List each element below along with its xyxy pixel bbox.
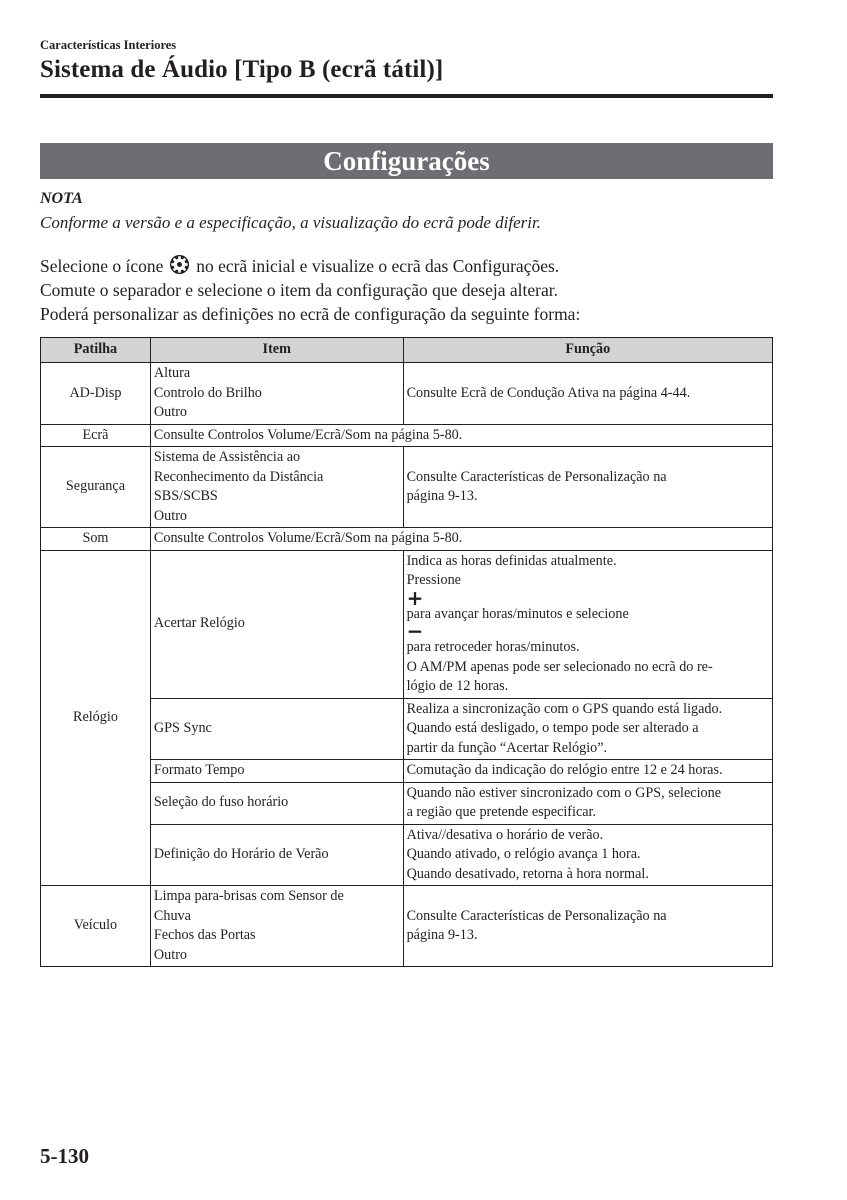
settings-gear-icon xyxy=(169,254,190,275)
table-row-relogio-formato xyxy=(41,760,773,783)
plus-icon: + xyxy=(406,585,424,610)
intro-line-1-after: no ecrã inicial e visualize o ecrã das Configurações. xyxy=(196,256,560,276)
table-header-row xyxy=(41,338,773,363)
section-label: Características Interiores xyxy=(40,38,177,52)
item-cell-formato-tempo: Formato Tempo xyxy=(150,760,403,783)
function-line: Realiza a sincronização com o GPS quando está ligado. xyxy=(406,700,723,717)
function-cell-seguranca xyxy=(403,447,772,528)
table-row-ecra xyxy=(41,424,773,447)
item-line: Outro xyxy=(153,946,188,963)
function-cell-horario-verao xyxy=(403,824,772,886)
item-line: Reconhecimento da Distância xyxy=(153,468,324,485)
tab-cell-relogio: Relógio xyxy=(41,550,151,886)
function-cell-formato-tempo xyxy=(403,760,772,783)
table-row-relogio-fuso xyxy=(41,782,773,824)
function-cell-gps-sync xyxy=(403,698,772,760)
item-cell-horario-verao: Definição do Horário de Verão xyxy=(150,824,403,886)
item-cell-ad-disp xyxy=(150,363,403,425)
table-row-relogio-gps xyxy=(41,698,773,760)
function-line-with-icons xyxy=(406,571,769,643)
item-cell-veiculo xyxy=(150,886,403,967)
intro-line-1-before: Selecione o ícone xyxy=(40,256,164,276)
function-line: Consulte Características de Personalização na xyxy=(406,468,667,485)
tab-cell-som: Som xyxy=(41,528,151,551)
item-cell-seguranca xyxy=(150,447,403,528)
function-line: Ativa//desativa o horário de verão. xyxy=(406,826,604,843)
function-line: Indica as horas definidas atualmente. xyxy=(406,552,617,569)
table-row-veiculo xyxy=(41,886,773,967)
function-cell-ecra: Consulte Controlos Volume/Ecrã/Som na página 5-80. xyxy=(150,424,772,447)
settings-banner: Configurações xyxy=(40,143,773,179)
function-line: Quando desativado, retorna à hora normal. xyxy=(406,865,649,882)
function-line: para retroceder horas/minutos. xyxy=(406,639,580,655)
item-line: Fechos das Portas xyxy=(153,927,256,943)
function-line: Quando não estiver sincronizado com o GPS, selecione xyxy=(406,784,721,801)
table-row-ad-disp xyxy=(41,363,773,425)
tab-cell-veiculo: Veículo xyxy=(41,886,151,967)
function-cell-som: Consulte Controlos Volume/Ecrã/Som na página 5-80. xyxy=(150,528,772,551)
item-line: Altura xyxy=(153,365,191,381)
item-line: Outro xyxy=(153,507,188,524)
intro-line-3: Poderá personalizar as definições no ecrã de configuração da seguinte forma: xyxy=(40,304,581,324)
note-title: NOTA xyxy=(40,190,83,207)
function-cell-fuso-horario xyxy=(403,782,772,824)
function-text: para avançar horas/minutos e selecione xyxy=(406,605,629,622)
function-line: página 9-13. xyxy=(406,488,478,504)
tab-cell-seguranca: Segurança xyxy=(41,447,151,528)
header-funcao: Função xyxy=(403,338,772,363)
intro-line-1 xyxy=(40,254,780,278)
function-line: Quando está desligado, o tempo pode ser alterado a xyxy=(406,720,699,736)
item-line: Outro xyxy=(153,404,188,420)
item-line: Sistema de Assistência ao xyxy=(153,449,301,465)
function-text: Pressione xyxy=(406,572,461,588)
table-row-som xyxy=(41,528,773,551)
function-line: a região que pretende especificar. xyxy=(406,804,597,820)
settings-table xyxy=(40,337,773,967)
intro-paragraph xyxy=(40,254,780,326)
page-number: 5-130 xyxy=(40,1144,89,1168)
chapter-title: Sistema de Áudio [Tipo B (ecrã tátil)] xyxy=(40,56,444,83)
intro-line-2: Comute o separador e selecione o item da configuração que deseja alterar. xyxy=(40,280,558,300)
header-item: Item xyxy=(150,338,403,363)
function-line: Consulte Características de Personalização na xyxy=(406,907,667,924)
tab-cell-ecra: Ecrã xyxy=(41,424,151,447)
table-row-relogio-acertar xyxy=(41,550,773,698)
item-line: Chuva xyxy=(153,907,191,924)
function-line: Comutação da indicação do relógio entre 12 e 24 horas. xyxy=(406,762,723,778)
function-cell-veiculo xyxy=(403,886,772,967)
function-line: página 9-13. xyxy=(406,927,478,943)
function-line: lógio de 12 horas. xyxy=(406,678,509,694)
item-line: Controlo do Brilho xyxy=(153,384,262,401)
function-cell-acertar-relogio xyxy=(403,550,772,698)
function-line: O AM/PM apenas pode ser selecionado no ecrã do re- xyxy=(406,658,713,675)
item-cell-acertar-relogio: Acertar Relógio xyxy=(150,550,403,698)
title-divider xyxy=(40,94,773,98)
header-patilha: Patilha xyxy=(41,338,151,363)
item-line: SBS/SCBS xyxy=(153,488,218,504)
function-line: partir da função “Acertar Relógio”. xyxy=(406,739,608,756)
item-cell-fuso-horario: Seleção do fuso horário xyxy=(150,782,403,824)
minus-icon: − xyxy=(406,619,424,643)
note-text: Conforme a versão e a especificação, a visualização do ecrã pode diferir. xyxy=(40,213,541,232)
item-cell-gps-sync: GPS Sync xyxy=(150,698,403,760)
table-row-seguranca xyxy=(41,447,773,528)
function-line: Quando ativado, o relógio avança 1 hora. xyxy=(406,846,641,862)
function-cell-ad-disp: Consulte Ecrã de Condução Ativa na página 4-44. xyxy=(403,363,772,425)
item-line: Limpa para-brisas com Sensor de xyxy=(153,888,344,904)
table-row-relogio-verao xyxy=(41,824,773,886)
tab-cell-ad-disp: AD-Disp xyxy=(41,363,151,425)
